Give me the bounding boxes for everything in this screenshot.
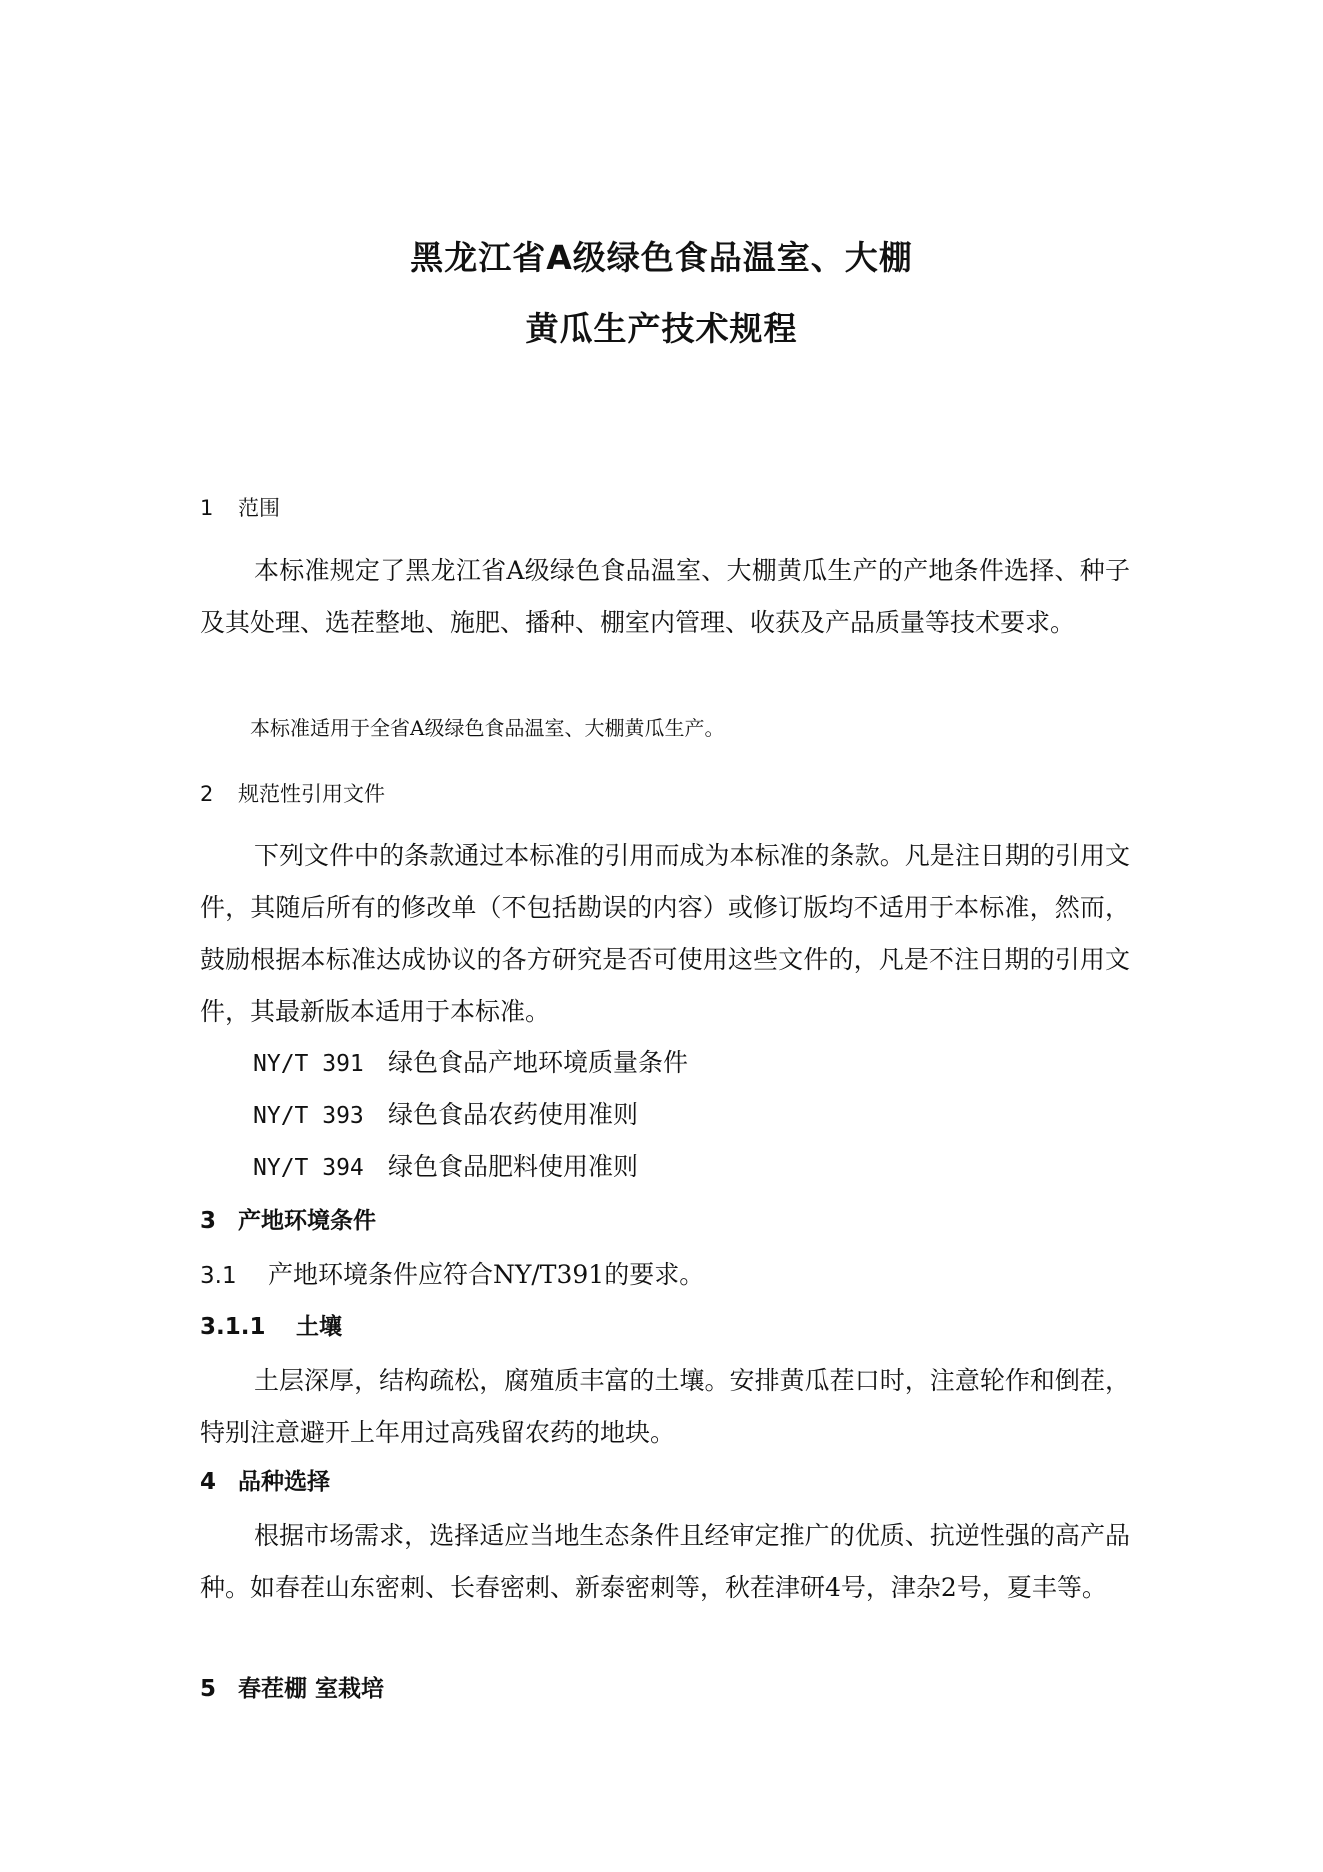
section-3-1-1-paragraph: 土层深厚，结构疏松，腐殖质丰富的土壤。安排黄瓜茬口时，注意轮作和倒茬，特别注意避开上年用过高残留农药的地块。 xyxy=(200,1366,1130,1447)
section-5-heading xyxy=(200,1670,384,1703)
subsection-number: 3.1.1 xyxy=(200,1314,266,1340)
section-number: 2 xyxy=(200,782,214,806)
reference-item xyxy=(253,1095,638,1131)
section-1-scope-note: 本标准适用于全省A级绿色食品温室、大棚黄瓜生产。 xyxy=(250,716,725,740)
section-title: 产地环境条件 xyxy=(238,1208,376,1234)
section-number: 4 xyxy=(200,1469,217,1495)
subsection-text: 产地环境条件应符合NY/T391的要求。 xyxy=(268,1260,705,1289)
section-3-heading xyxy=(200,1202,376,1235)
reference-name: 绿色食品农药使用准则 xyxy=(388,1100,639,1129)
section-2-paragraph: 下列文件中的条款通过本标准的引用而成为本标准的条款。凡是注日期的引用文件，其随后所有的修改单（不包括勘误的内容）或修订版均不适用于本标准，然而，鼓励根据本标准达成协议的各方研究是否可使用这些文件的，凡是不注日期的引用文件，其最新版本适用于本标准。 xyxy=(200,841,1130,1026)
section-number: 5 xyxy=(200,1676,217,1702)
reference-name: 绿色食品产地环境质量条件 xyxy=(388,1048,689,1077)
section-title: 品种选择 xyxy=(238,1469,330,1495)
section-4-heading xyxy=(200,1463,330,1496)
section-title: 规范性引用文件 xyxy=(238,782,385,806)
document-title-line2: 黄瓜生产技术规程 xyxy=(525,309,798,348)
section-3-1 xyxy=(200,1255,704,1291)
section-2-heading xyxy=(200,778,385,808)
section-4-paragraph: 根据市场需求，选择适应当地生态条件且经审定推广的优质、抗逆性强的高产品种。如春茬山东密刺、长春密刺、新泰密刺等，秋茬津研4号，津杂2号，夏丰等。 xyxy=(200,1521,1130,1602)
reference-item xyxy=(253,1147,638,1183)
section-number: 1 xyxy=(200,496,214,520)
section-number: 3 xyxy=(200,1208,217,1234)
reference-name: 绿色食品肥料使用准则 xyxy=(388,1152,639,1181)
document-title-line1: 黑龙江省A级绿色食品温室、大棚 xyxy=(410,238,913,277)
section-title: 春茬棚 室栽培 xyxy=(238,1676,385,1702)
section-1-paragraph: 本标准规定了黑龙江省A级绿色食品温室、大棚黄瓜生产的产地条件选择、种子及其处理、选茬整地、施肥、播种、棚室内管理、收获及产品质量等技术要求。 xyxy=(200,556,1130,637)
reference-code: NY/T 391 xyxy=(253,1051,364,1077)
reference-code: NY/T 394 xyxy=(253,1155,364,1181)
subsection-number: 3.1 xyxy=(200,1263,237,1289)
subsection-title: 土壤 xyxy=(296,1314,342,1340)
section-title: 范围 xyxy=(238,496,280,520)
section-1-heading xyxy=(200,492,280,522)
reference-item xyxy=(253,1043,688,1079)
reference-code: NY/T 393 xyxy=(253,1103,364,1129)
section-3-1-1-heading xyxy=(200,1308,342,1341)
